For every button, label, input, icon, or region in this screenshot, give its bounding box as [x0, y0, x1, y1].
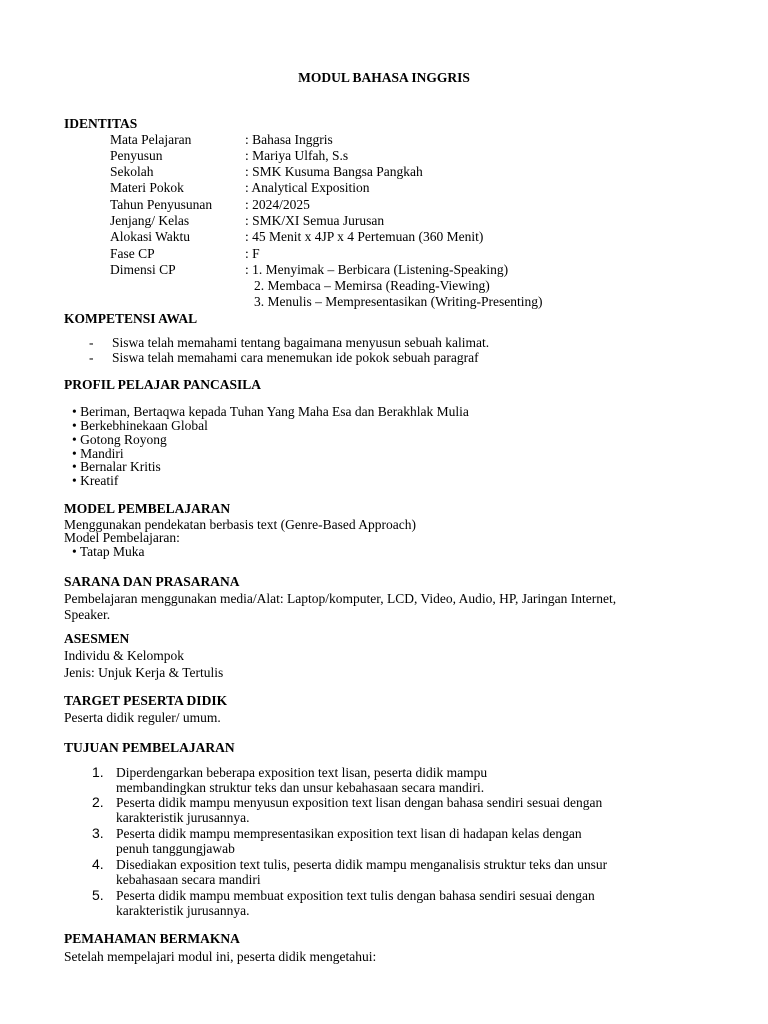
asesmen-text: Jenis: Unjuk Kerja & Tertulis: [64, 665, 224, 680]
identitas-value: : F: [245, 246, 260, 261]
tujuan-item-line: Peserta didik mampu membuat exposition text tulis dengan bahasa sendiri sesuai dengan: [116, 888, 595, 903]
model-text: Model Pembelajaran:: [64, 530, 180, 545]
sarana-text: Pembelajaran menggunakan media/Alat: Laptop/komputer, LCD, Video, Audio, HP, Jaringan Internet,: [64, 591, 617, 606]
profil-heading: PROFIL PELAJAR PANCASILA: [64, 377, 262, 392]
identitas-value: : SMK Kusuma Bangsa Pangkah: [245, 164, 423, 179]
model-heading: MODEL PEMBELAJARAN: [64, 501, 231, 516]
sarana-text: Speaker.: [64, 607, 111, 622]
identitas-value: : 1. Menyimak – Berbicara (Listening-Speaking): [245, 262, 509, 277]
pemahaman-heading: PEMAHAMAN BERMAKNA: [64, 931, 240, 946]
dimensi-cp-item: 3. Menulis – Mempresentasikan (Writing-Presenting): [254, 294, 543, 309]
tujuan-item-line: membandingkan struktur teks dan unsur kebahasaan secara mandiri.: [116, 780, 485, 795]
kompetensi-item: Siswa telah memahami tentang bagaimana menyusun sebuah kalimat.: [112, 335, 490, 350]
profil-item: • Berkebhinekaan Global: [72, 418, 208, 433]
tujuan-item-line: kebahasaan secara mandiri: [116, 872, 261, 887]
identitas-heading: IDENTITAS: [64, 116, 138, 131]
model-text: Menggunakan pendekatan berbasis text (Genre-Based Approach): [64, 517, 416, 532]
identitas-label: Dimensi CP: [110, 262, 176, 277]
tujuan-item-line: Disediakan exposition text tulis, peserta didik mampu menganalisis struktur teks dan unsur: [116, 857, 608, 872]
tujuan-number: 2.: [92, 794, 104, 810]
document-title: MODUL BAHASA INGGRIS: [298, 70, 470, 85]
pemahaman-text: Setelah mempelajari modul ini, peserta didik mengetahui:: [64, 949, 377, 964]
kompetensi-item: Siswa telah memahami cara menemukan ide pokok sebuah paragraf: [112, 350, 479, 365]
identitas-label: Alokasi Waktu: [110, 229, 191, 244]
identitas-label: Penyusun: [110, 148, 163, 163]
tujuan-number: 1.: [92, 764, 104, 780]
asesmen-text: Individu & Kelompok: [64, 648, 184, 663]
tujuan-number: 4.: [92, 856, 104, 872]
profil-item: • Kreatif: [72, 473, 119, 488]
identitas-value: : Mariya Ulfah, S.s: [245, 148, 349, 163]
dash-marker: -: [89, 335, 94, 350]
profil-item: • Beriman, Bertaqwa kepada Tuhan Yang Maha Esa dan Berakhlak Mulia: [72, 404, 469, 419]
identitas-label: Sekolah: [110, 164, 154, 179]
tujuan-item-line: penuh tanggungjawab: [116, 841, 235, 856]
sarana-heading: SARANA DAN PRASARANA: [64, 574, 240, 589]
target-text: Peserta didik reguler/ umum.: [64, 710, 221, 725]
profil-item: • Gotong Royong: [72, 432, 167, 447]
dimensi-cp-item: 2. Membaca – Memirsa (Reading-Viewing): [254, 278, 490, 293]
identitas-label: Mata Pelajaran: [110, 132, 192, 147]
tujuan-item-line: karakteristik jurusannya.: [116, 903, 250, 918]
identitas-value: : Analytical Exposition: [245, 180, 370, 195]
identitas-label: Tahun Penyusunan: [110, 197, 213, 212]
identitas-value: : 2024/2025: [245, 197, 310, 212]
target-heading: TARGET PESERTA DIDIK: [64, 693, 228, 708]
tujuan-item-line: Peserta didik mampu mempresentasikan exposition text lisan di hadapan kelas dengan: [116, 826, 582, 841]
tujuan-item-line: Peserta didik mampu menyusun exposition text lisan dengan bahasa sendiri sesuai dengan: [116, 795, 603, 810]
model-item: • Tatap Muka: [72, 544, 145, 559]
tujuan-heading: TUJUAN PEMBELAJARAN: [64, 740, 235, 755]
profil-item: • Bernalar Kritis: [72, 459, 161, 474]
identitas-label: Materi Pokok: [110, 180, 184, 195]
tujuan-number: 3.: [92, 825, 104, 841]
identitas-label: Jenjang/ Kelas: [110, 213, 190, 228]
tujuan-item-line: Diperdengarkan beberapa exposition text lisan, peserta didik mampu: [116, 765, 488, 780]
tujuan-number: 5.: [92, 887, 104, 903]
tujuan-item-line: karakteristik jurusannya.: [116, 810, 250, 825]
profil-item: • Mandiri: [72, 446, 124, 461]
asesmen-heading: ASESMEN: [64, 631, 130, 646]
identitas-value: : SMK/XI Semua Jurusan: [245, 213, 385, 228]
identitas-value: : Bahasa Inggris: [245, 132, 333, 147]
identitas-label: Fase CP: [110, 246, 155, 261]
kompetensi-awal-heading: KOMPETENSI AWAL: [64, 311, 198, 326]
dash-marker: -: [89, 350, 94, 365]
identitas-value: : 45 Menit x 4JP x 4 Pertemuan (360 Menit): [245, 229, 484, 244]
